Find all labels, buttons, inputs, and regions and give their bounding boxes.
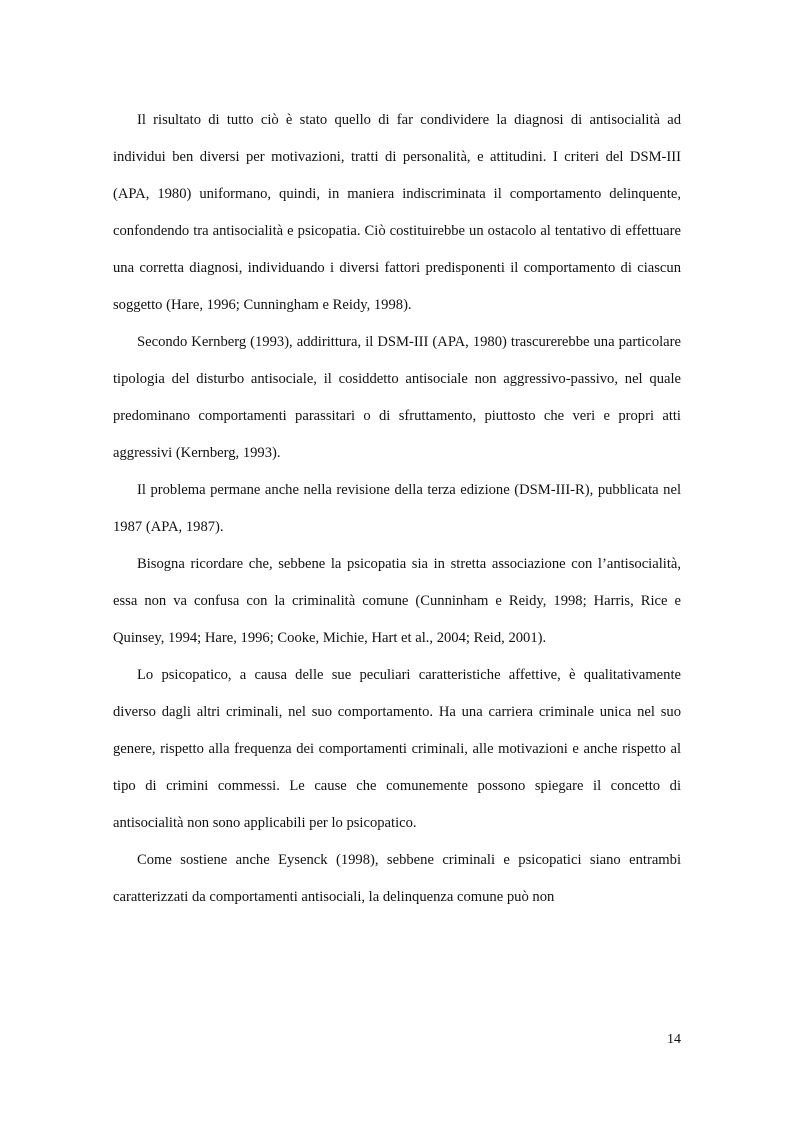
paragraph-4: Bisogna ricordare che, sebbene la psicopatia sia in stretta associazione con l’antisocialità, essa non va confusa con la criminalità comune (Cunninham e Reidy, 1998; Harris, Rice e Quinsey, 1994; Hare, 1996; Cooke, Michie, Hart et al., 2004; Reid, 2001). <box>113 556 681 646</box>
paragraph-2: Secondo Kernberg (1993), addirittura, il DSM-III (APA, 1980) trascurerebbe una particolare tipologia del disturbo antisociale, il cosiddetto antisociale non aggressivo-passivo, nel quale predominano comportamenti parassitari o di sfruttamento, piuttosto che veri e propri atti aggressivi (Kernberg, 1993). <box>113 334 681 461</box>
paragraph-5: Lo psicopatico, a causa delle sue peculiari caratteristiche affettive, è qualitativamente diverso dagli altri criminali, nel suo comportamento. Ha una carriera criminale unica nel suo genere, rispetto alla frequenza dei comportamenti criminali, alle motivazioni e anche rispetto al tipo di crimini commessi. Le cause che comunemente possono spiegare il concetto di antisocialità non sono applicabili per lo psicopatico. <box>113 667 681 831</box>
paragraph-3: Il problema permane anche nella revisione della terza edizione (DSM-III-R), pubblicata nel 1987 (APA, 1987). <box>113 482 681 535</box>
page-number: 14 <box>667 1032 681 1047</box>
paragraph-1: Il risultato di tutto ciò è stato quello di far condividere la diagnosi di antisocialità ad individui ben diversi per motivazioni, tratti di personalità, e attitudini. I criteri del DSM-III (APA, 1980) uniformano, quindi, in maniera indiscriminata il comportamento delinquente, confondendo tra antisocialità e psicopatia. Ciò costituirebbe un ostacolo al tentativo di effettuare una corretta diagnosi, individuando i diversi fattori predisponenti il comportamento di ciascun soggetto (Hare, 1996; Cunningham e Reidy, 1998). <box>113 112 681 313</box>
paragraph-6: Come sostiene anche Eysenck (1998), sebbene criminali e psicopatici siano entrambi caratterizzati da comportamenti antisociali, la delinquenza comune può non <box>113 852 681 905</box>
body-text <box>113 102 681 916</box>
